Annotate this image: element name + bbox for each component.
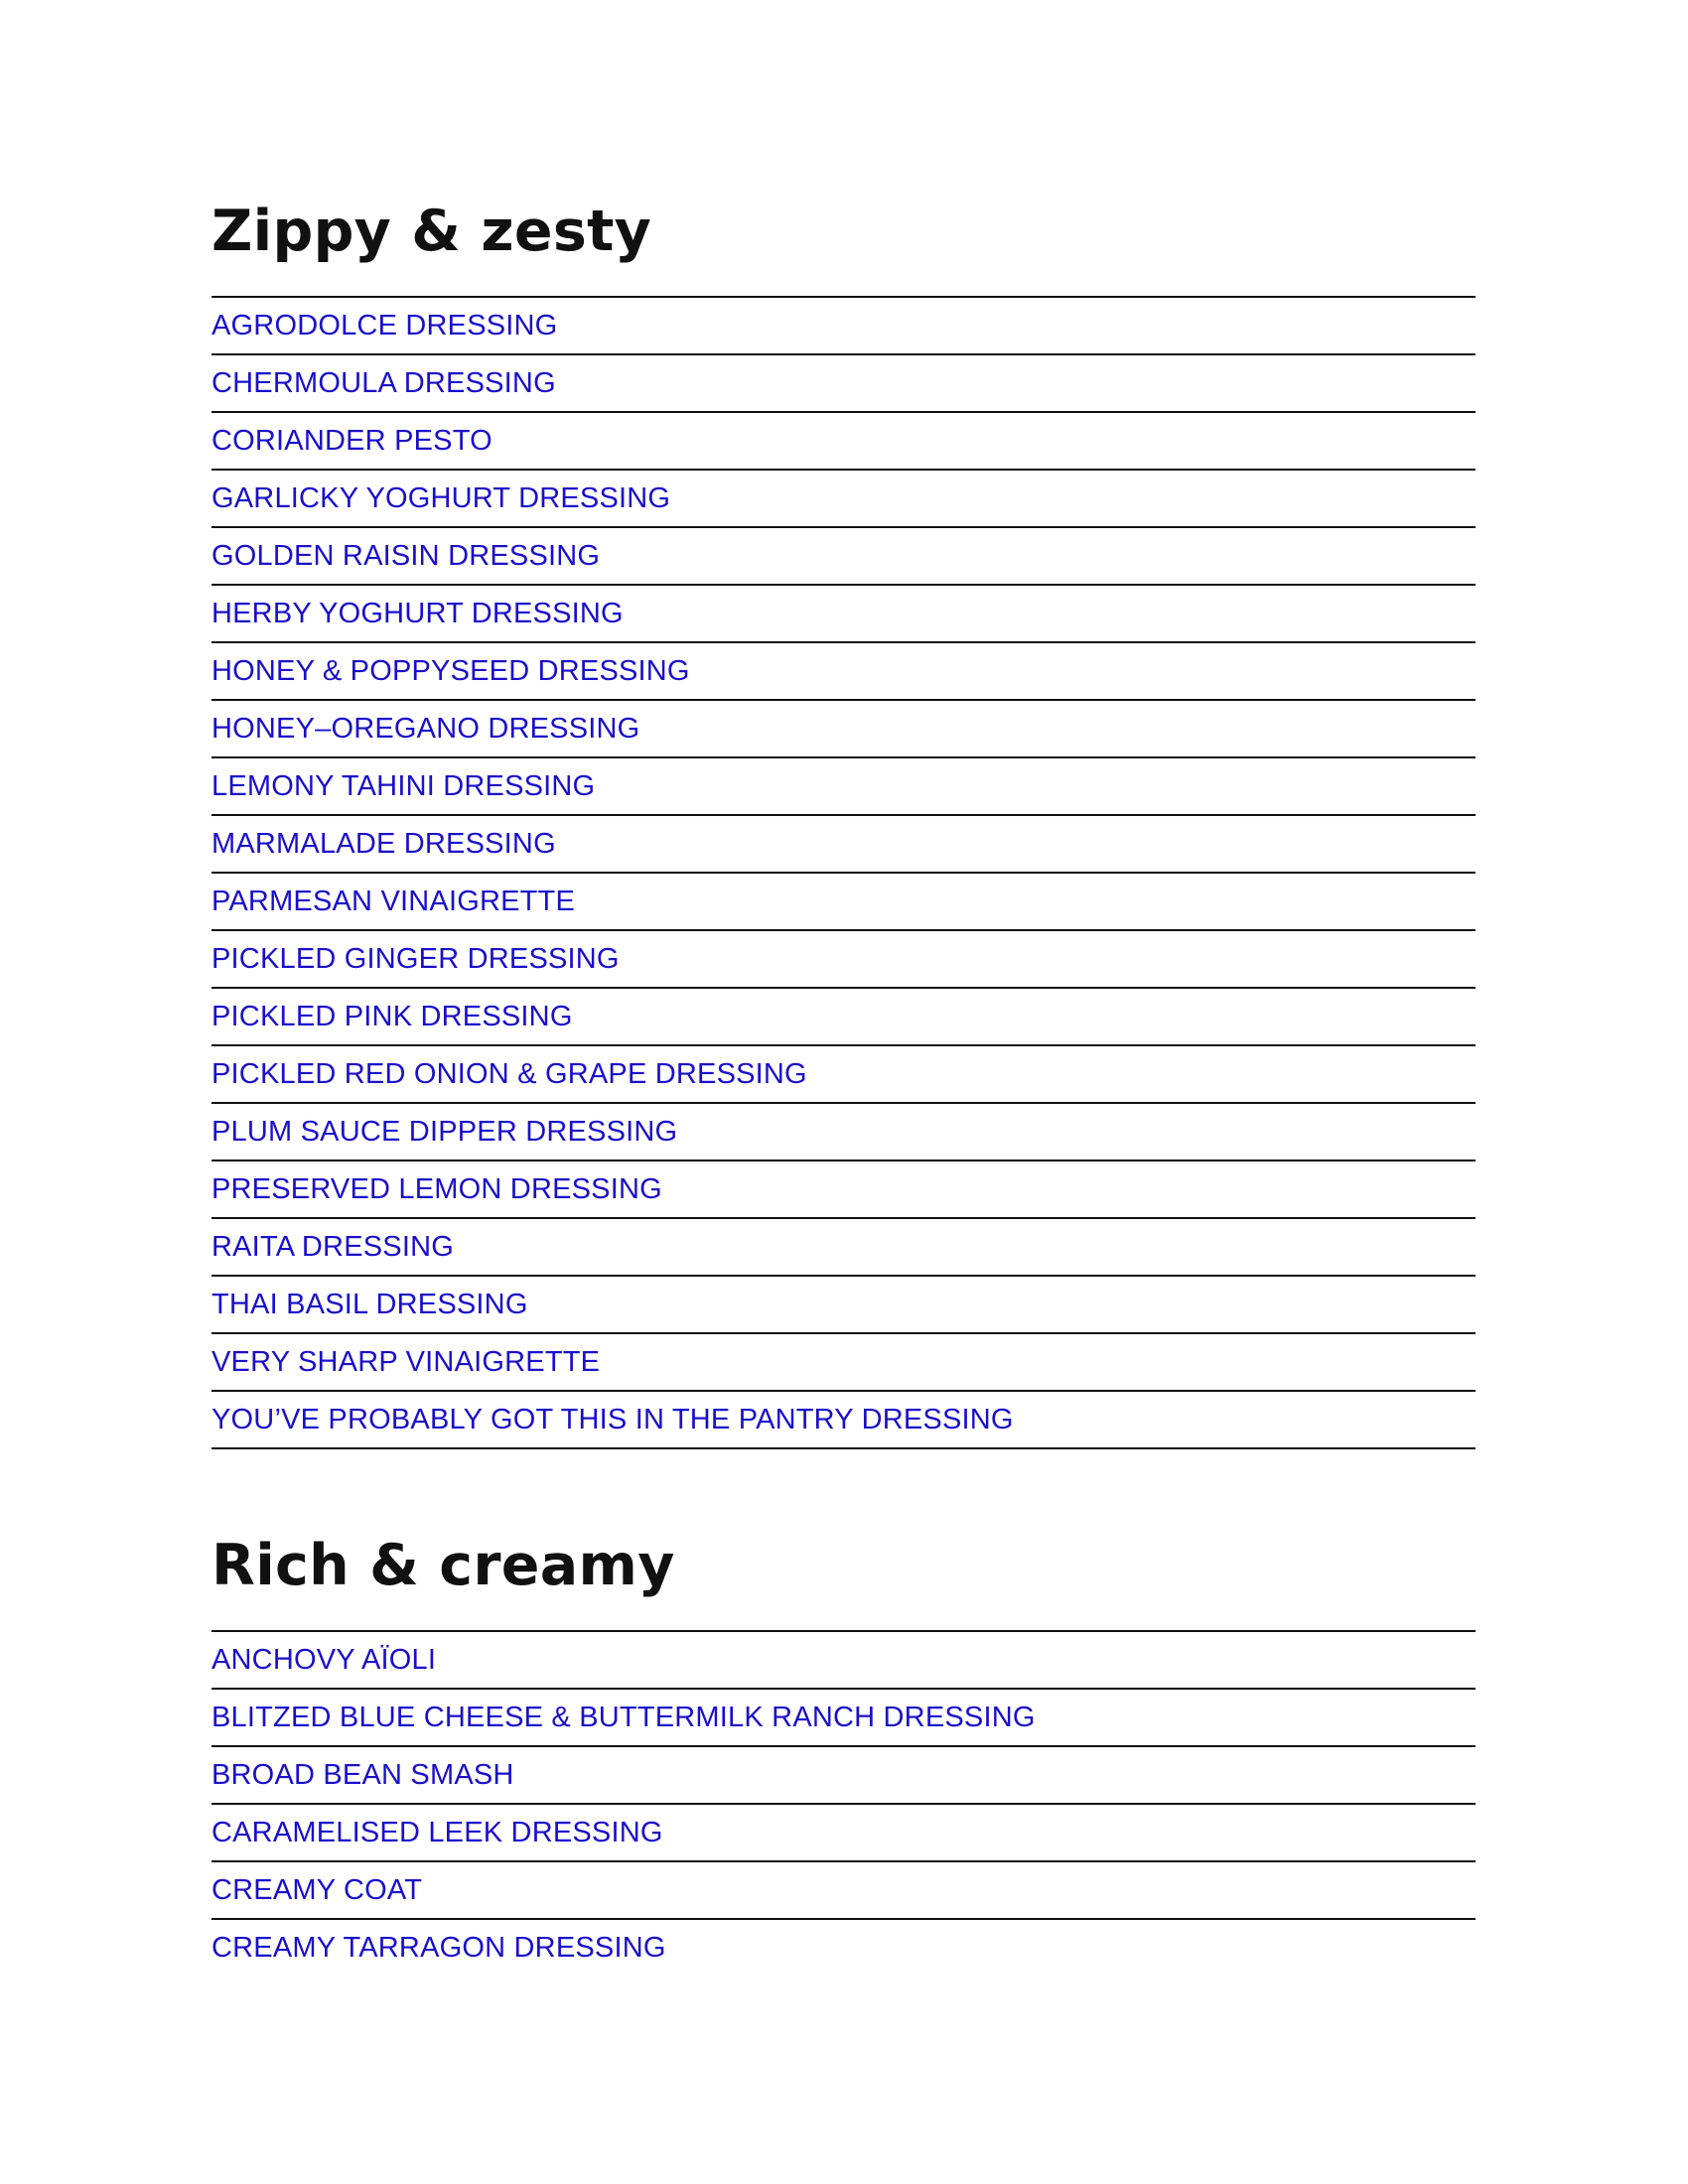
recipe-link[interactable]: VERY SHARP VINAIGRETTE bbox=[211, 1346, 601, 1378]
recipe-link[interactable]: CREAMY COAT bbox=[211, 1874, 423, 1906]
recipe-link[interactable]: ANCHOVY AÏOLI bbox=[211, 1644, 437, 1676]
recipe-link[interactable]: HONEY–OREGANO DRESSING bbox=[211, 713, 640, 745]
list-item bbox=[211, 1862, 1476, 1920]
section-title: Zippy & zesty bbox=[211, 199, 652, 264]
recipe-link[interactable]: HERBY YOGHURT DRESSING bbox=[211, 598, 624, 629]
list-item bbox=[211, 1392, 1476, 1449]
recipe-link[interactable]: YOU’VE PROBABLY GOT THIS IN THE PANTRY DRESSING bbox=[211, 1404, 1014, 1435]
recipe-link[interactable]: BLITZED BLUE CHEESE & BUTTERMILK RANCH DRESSING bbox=[211, 1702, 1036, 1733]
section-rich-creamy bbox=[211, 1532, 1476, 1976]
recipe-link[interactable]: CARAMELISED LEEK DRESSING bbox=[211, 1817, 663, 1848]
list-item bbox=[211, 989, 1476, 1046]
list-item bbox=[211, 1161, 1476, 1219]
list-item bbox=[211, 1805, 1476, 1862]
list-item bbox=[211, 1632, 1476, 1690]
list-item bbox=[211, 874, 1476, 931]
list-item bbox=[211, 1277, 1476, 1334]
recipe-link[interactable]: PICKLED GINGER DRESSING bbox=[211, 943, 620, 975]
recipe-link[interactable]: PARMESAN VINAIGRETTE bbox=[211, 886, 576, 917]
list-item bbox=[211, 643, 1476, 701]
recipe-link[interactable]: HONEY & POPPYSEED DRESSING bbox=[211, 655, 690, 687]
list-item bbox=[211, 1219, 1476, 1277]
recipe-link[interactable]: CHERMOULA DRESSING bbox=[211, 367, 556, 399]
recipe-link[interactable]: MARMALADE DRESSING bbox=[211, 828, 556, 860]
recipe-list bbox=[211, 296, 1476, 1449]
section-title: Rich & creamy bbox=[211, 1533, 675, 1598]
recipe-link[interactable]: BROAD BEAN SMASH bbox=[211, 1759, 514, 1791]
list-item bbox=[211, 471, 1476, 528]
list-item bbox=[211, 413, 1476, 471]
recipe-link[interactable]: CORIANDER PESTO bbox=[211, 425, 492, 457]
list-item bbox=[211, 586, 1476, 643]
recipe-link[interactable]: AGRODOLCE DRESSING bbox=[211, 310, 558, 341]
list-item bbox=[211, 1920, 1476, 1976]
list-item bbox=[211, 816, 1476, 874]
list-item bbox=[211, 528, 1476, 586]
recipe-link[interactable]: PICKLED PINK DRESSING bbox=[211, 1001, 573, 1032]
recipe-link[interactable]: GARLICKY YOGHURT DRESSING bbox=[211, 482, 671, 514]
recipe-link[interactable]: CREAMY TARRAGON DRESSING bbox=[211, 1932, 666, 1964]
recipe-list bbox=[211, 1630, 1476, 1976]
list-item bbox=[211, 701, 1476, 758]
recipe-link[interactable]: LEMONY TAHINI DRESSING bbox=[211, 770, 596, 802]
list-item bbox=[211, 1104, 1476, 1161]
list-item bbox=[211, 931, 1476, 989]
list-item bbox=[211, 298, 1476, 355]
recipe-link[interactable]: GOLDEN RAISIN DRESSING bbox=[211, 540, 601, 572]
list-item bbox=[211, 1690, 1476, 1747]
list-item bbox=[211, 1334, 1476, 1392]
list-item bbox=[211, 1046, 1476, 1104]
recipe-link[interactable]: RAITA DRESSING bbox=[211, 1231, 454, 1263]
recipe-link[interactable]: PICKLED RED ONION & GRAPE DRESSING bbox=[211, 1058, 807, 1090]
recipe-link[interactable]: PLUM SAUCE DIPPER DRESSING bbox=[211, 1116, 678, 1148]
section-zippy-zesty bbox=[211, 198, 1476, 1449]
list-item bbox=[211, 355, 1476, 413]
recipe-link[interactable]: PRESERVED LEMON DRESSING bbox=[211, 1173, 662, 1205]
recipe-link[interactable]: THAI BASIL DRESSING bbox=[211, 1289, 528, 1320]
list-item bbox=[211, 1747, 1476, 1805]
list-item bbox=[211, 758, 1476, 816]
